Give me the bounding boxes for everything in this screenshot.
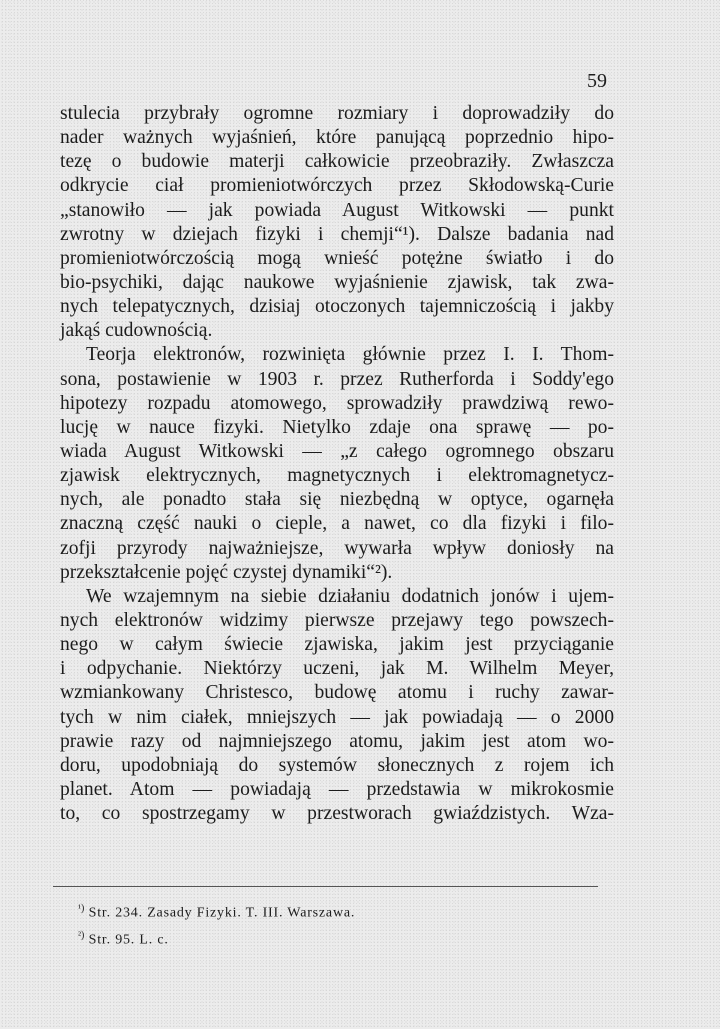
- text-line: znaczną część nauki o cieple, a nawet, co dla fizyki i filo-: [60, 513, 614, 535]
- text-line: nych elektronów widzimy pierwsze przejawy tego powszech-: [60, 609, 614, 631]
- text-line: Teorja elektronów, rozwinięta głównie przez I. I. Thom-: [86, 344, 614, 366]
- text-line: lucję w nauce fizyki. Nietylko zdaje ona sprawę — po-: [60, 416, 614, 438]
- text-line: tych w nim ciałek, mniejszych — jak powiadają — o 2000: [60, 706, 614, 728]
- text-line: promieniotwórczością mogą wnieść potężne światło i do: [60, 247, 614, 269]
- footnote-text: Str. 95. L. c.: [88, 932, 169, 948]
- footnote-marker: ¹): [78, 903, 85, 914]
- text-line: doru, upodobniają do systemów słonecznych z rojem ich: [60, 754, 614, 776]
- text-line: zjawisk elektrycznych, magnetycznych i elektromagnetycz-: [60, 465, 614, 487]
- text-line: nych telepatycznych, dzisiaj otoczonych tajemniczością i jakby: [60, 296, 614, 318]
- text-line: planet. Atom — powiadają — przedstawia w mikrokosmie: [60, 778, 614, 800]
- footnotes: [78, 898, 355, 951]
- text-line: sona, postawienie w 1903 r. przez Rutherforda i Soddy'ego: [60, 368, 614, 390]
- text-line: jakąś cudownością.: [60, 320, 213, 342]
- text-line: tezę o budowie materji całkowicie przeobraziły. Zwłaszcza: [60, 151, 614, 173]
- footnote-text: Str. 234. Zasady Fizyki. T. III. Warszawa.: [88, 905, 356, 921]
- footnote: [78, 898, 355, 925]
- text-line: wzmiankowany Christesco, budowę atomu i ruchy zawar-: [60, 682, 614, 704]
- text-line: bio-psychiki, dając naukowe wyjaśnienie zjawisk, tak zwa-: [60, 271, 614, 293]
- text-line: nader ważnych wyjaśnień, które panującą poprzednio hipo-: [60, 127, 614, 149]
- text-line: „stanowiło — jak powiada August Witkowski — punkt: [60, 199, 614, 221]
- text-line: prawie razy od najmniejszego atomu, jakim jest atom wo-: [60, 730, 614, 752]
- text-line: odkrycie ciał promieniotwórczych przez Skłodowską-Curie: [60, 175, 614, 197]
- footnote-divider: [53, 886, 598, 887]
- text-line: hipotezy rozpadu atomowego, sprowadziły prawdziwą rewo-: [60, 392, 614, 414]
- text-line: to, co spostrzegamy w przestworach gwiaździstych. Wza-: [60, 803, 614, 825]
- footnote: [78, 925, 355, 952]
- text-line: i odpychanie. Niektórzy uczeni, jak M. Wilhelm Meyer,: [60, 658, 614, 680]
- footnote-marker: ²): [78, 929, 85, 941]
- page-number: 59: [587, 70, 607, 92]
- text-line: zofji przyrody najważniejsze, wywarła wpływ doniosły na: [60, 537, 614, 559]
- text-line: nych, ale ponadto stała się niezbędną w optyce, ogarnęła: [60, 489, 614, 511]
- text-line: przekształcenie pojęć czystej dynamiki“²).: [60, 561, 393, 583]
- text-line: nego w całym świecie zjawiska, jakim jest przyciąganie: [60, 634, 614, 656]
- text-line: We wzajemnym na siebie działaniu dodatnich jonów i ujem-: [86, 585, 614, 607]
- text-line: stulecia przybrały ogromne rozmiary i doprowadziły do: [60, 103, 614, 124]
- body-text: [60, 102, 614, 826]
- text-line: zwrotny w dziejach fizyki i chemji“¹). Dalsze badania nad: [60, 223, 614, 245]
- text-line: wiada August Witkowski — „z całego ogromnego obszaru: [60, 440, 614, 462]
